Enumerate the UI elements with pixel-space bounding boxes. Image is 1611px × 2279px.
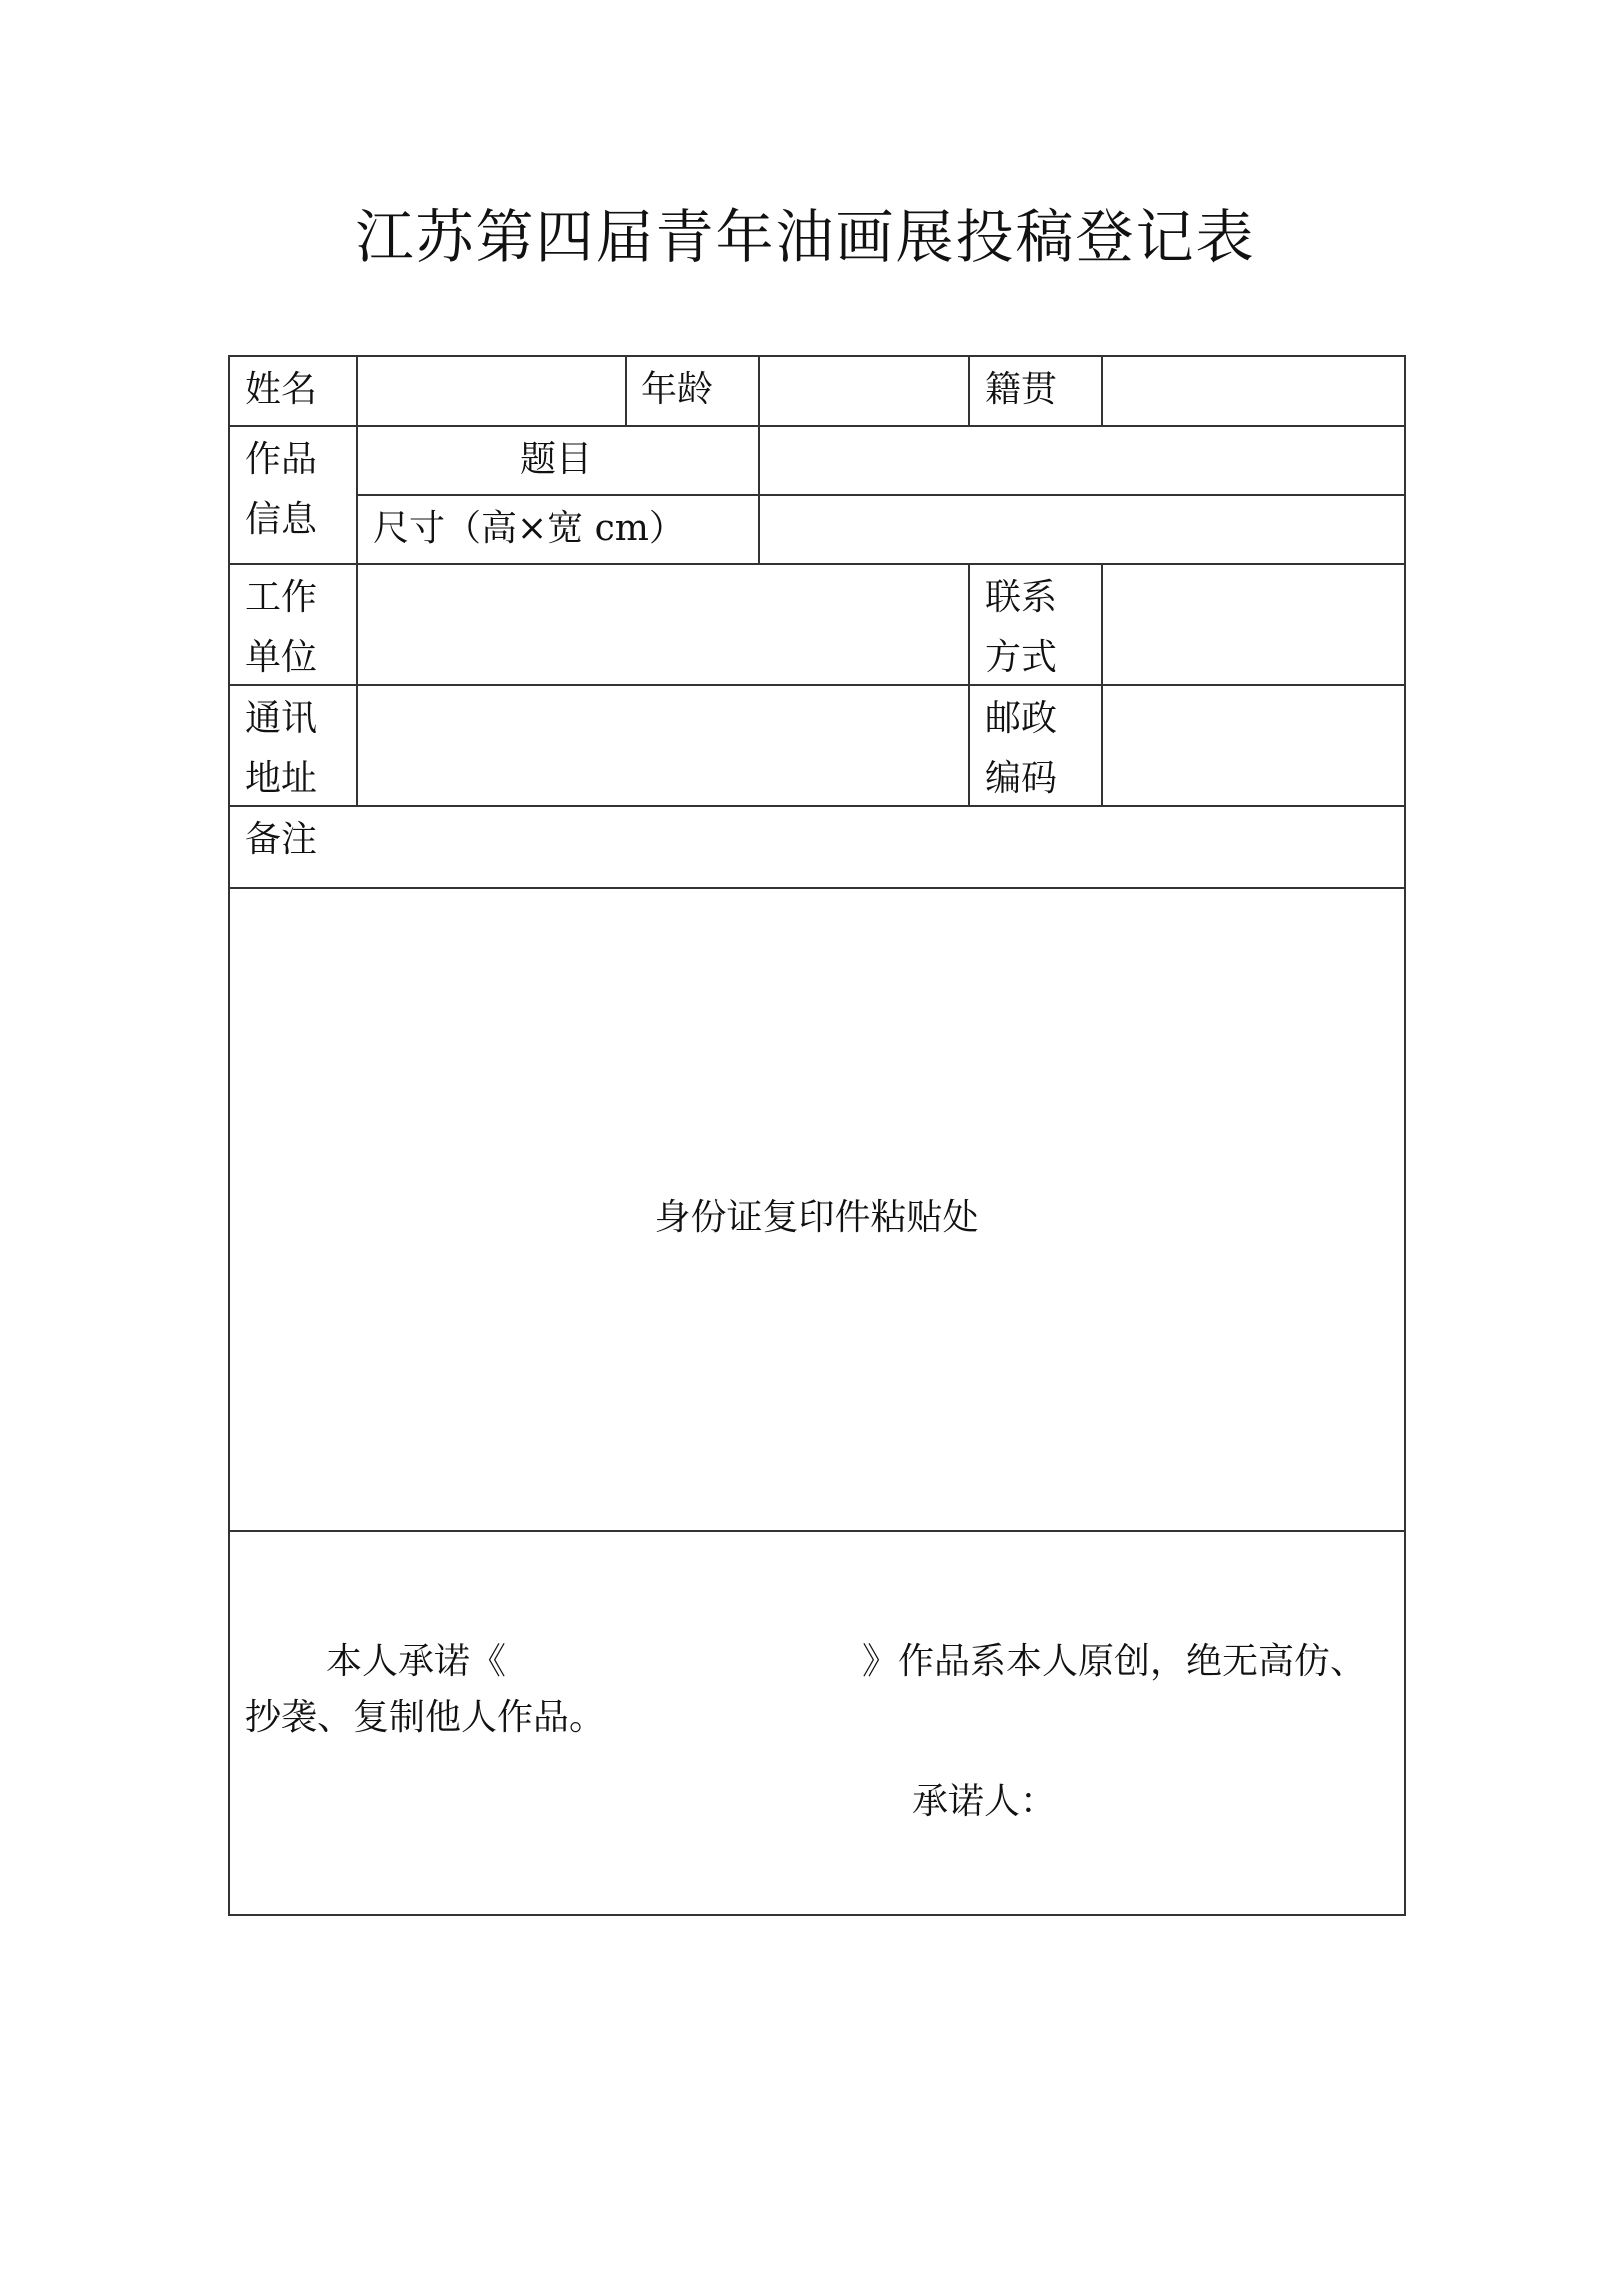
pledge-text-end: 》作品系本人原创，绝无高仿、 bbox=[862, 1641, 1367, 1682]
address-label-line1: 通讯 bbox=[245, 698, 318, 739]
form-title: 江苏第四届青年油画展投稿登记表 bbox=[355, 203, 1256, 271]
postcode-field[interactable] bbox=[1103, 686, 1404, 805]
table-row-line bbox=[229, 1530, 1406, 1532]
work-info-label-line2: 信息 bbox=[245, 499, 318, 540]
employer-label-line2: 单位 bbox=[245, 637, 318, 678]
work-title-field[interactable] bbox=[760, 427, 1404, 494]
postcode-label-line2: 编码 bbox=[985, 758, 1058, 799]
table-border-right bbox=[1404, 355, 1406, 1916]
address-label-line2: 地址 bbox=[245, 758, 318, 799]
pledge-signer-field[interactable] bbox=[1060, 1776, 1380, 1828]
table-border-bottom bbox=[229, 1914, 1406, 1916]
work-size-field[interactable] bbox=[760, 496, 1404, 563]
age-field[interactable] bbox=[760, 357, 968, 425]
id-copy-label: 身份证复印件粘贴处 bbox=[654, 1197, 979, 1238]
origin-label: 籍贯 bbox=[985, 369, 1058, 410]
work-size-label: 尺寸（高×宽 cm） bbox=[373, 508, 685, 549]
pledge-work-title-field[interactable] bbox=[515, 1636, 855, 1688]
remarks-label: 备注 bbox=[245, 819, 318, 860]
origin-field[interactable] bbox=[1103, 357, 1404, 425]
name-label: 姓名 bbox=[245, 369, 318, 410]
table-col-line bbox=[968, 563, 970, 805]
employer-field[interactable] bbox=[358, 565, 968, 684]
remarks-field[interactable] bbox=[330, 807, 1404, 887]
name-field[interactable] bbox=[358, 357, 625, 425]
pledge-signer-label: 承诺人： bbox=[912, 1781, 1057, 1822]
age-label: 年龄 bbox=[641, 369, 714, 410]
pledge-text-line2: 抄袭、复制他人作品。 bbox=[245, 1697, 606, 1738]
table-col-line bbox=[968, 355, 970, 425]
postcode-label-line1: 邮政 bbox=[985, 698, 1058, 739]
work-title-label: 题目 bbox=[520, 439, 593, 480]
table-col-line bbox=[625, 355, 627, 425]
contact-label-line1: 联系 bbox=[985, 577, 1058, 618]
contact-label-line2: 方式 bbox=[985, 637, 1058, 678]
address-field[interactable] bbox=[358, 686, 968, 805]
employer-label-line1: 工作 bbox=[245, 577, 318, 618]
pledge-text-start: 本人承诺《 bbox=[326, 1641, 507, 1682]
work-info-label-line1: 作品 bbox=[245, 439, 318, 480]
contact-field[interactable] bbox=[1103, 565, 1404, 684]
